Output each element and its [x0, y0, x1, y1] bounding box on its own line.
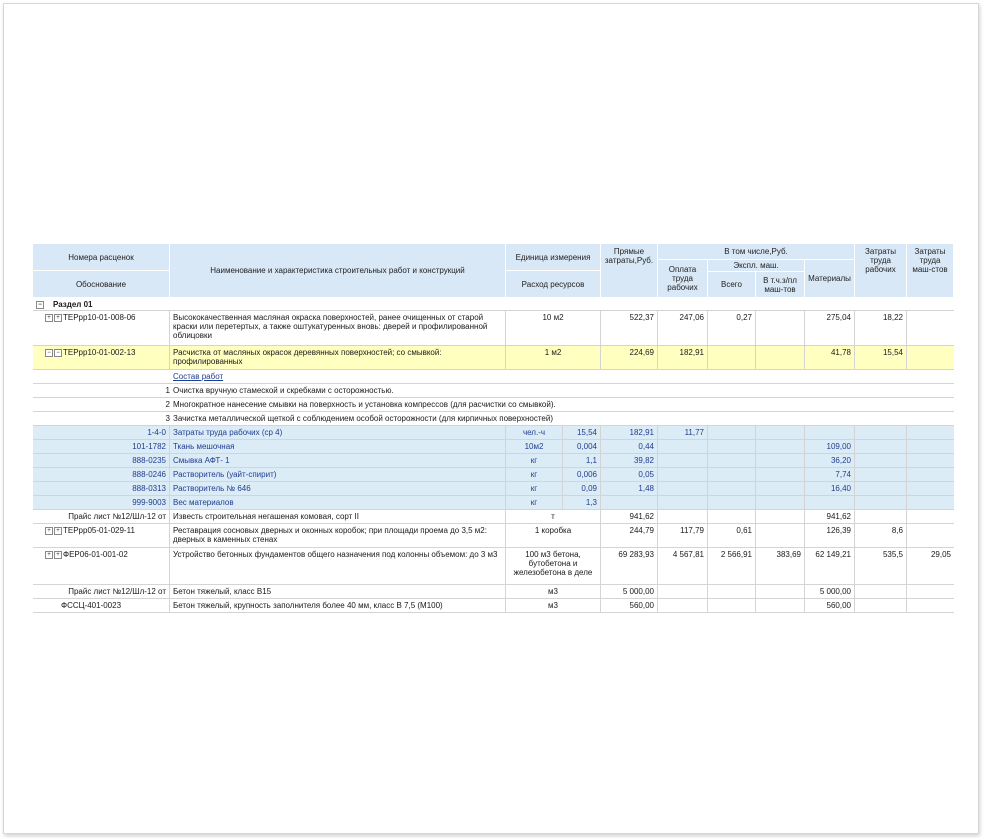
step-text: Многократное нанесение смывки на поверхность и установка компрессов (для расчистки со смывкой).	[173, 400, 556, 409]
row-name: Устройство бетонных фундаментов общего назначения под колонны объемом: до 3 м3	[170, 548, 506, 584]
row-labor-mach	[907, 346, 954, 369]
row-labor	[855, 510, 907, 523]
row-direct: 560,00	[601, 599, 658, 612]
table-row[interactable]	[33, 548, 954, 585]
section-label: Раздел 01	[53, 300, 93, 309]
table-row-selected[interactable]	[33, 346, 954, 370]
row-mach-pay	[756, 346, 805, 369]
step-text: Зачистка металлической щеткой с соблюдением особой осторожности (для кирпичных поверхностей)	[173, 414, 554, 423]
resource-unit: кг	[506, 468, 563, 481]
expand-icon[interactable]: +	[45, 527, 53, 535]
composition-link[interactable]: Состав работ	[173, 372, 224, 381]
row-materials: 62 149,21	[805, 548, 855, 584]
resource-materials	[805, 496, 855, 509]
row-pay	[658, 510, 708, 523]
row-name: Высококачественная масляная окраска поверхностей, ранее очищенных от старой краски или перетертых, а также оштукатуренных вновь: дверей и профилированной облицовки	[170, 311, 506, 345]
resource-pay	[658, 496, 708, 509]
row-direct: 941,62	[601, 510, 658, 523]
row-labor-mach	[907, 599, 954, 612]
resource-unit: чел.-ч	[506, 426, 563, 439]
header-unit-top: Единица измерения	[506, 244, 601, 271]
row-code: ФССЦ-401-0023	[33, 599, 170, 612]
row-mach	[708, 585, 756, 598]
row-labor	[855, 599, 907, 612]
resource-pay	[658, 454, 708, 467]
row-unit: 10 м2	[506, 311, 601, 345]
resource-row[interactable]	[33, 496, 954, 510]
row-labor-mach: 29,05	[930, 550, 951, 559]
collapse-icon[interactable]: −	[54, 349, 62, 357]
row-mach: 2 566,91	[708, 548, 756, 584]
expand-icon[interactable]: +	[54, 314, 62, 322]
expand-icon[interactable]: +	[54, 551, 62, 559]
resource-qty: 1,1	[563, 454, 601, 467]
header-labor-mach: Затраты труда маш-стов	[907, 244, 954, 298]
resource-name: Ткань мешочная	[170, 440, 506, 453]
resource-code: 888-0235	[33, 454, 170, 467]
row-pay: 247,06	[658, 311, 708, 345]
row-materials: 941,62	[805, 510, 855, 523]
header-direct: Прямые затраты,Руб.	[601, 244, 658, 298]
step-row	[33, 412, 954, 426]
row-mach-pay	[756, 524, 805, 547]
header-name: Наименование и характеристика строительных работ и конструкций	[170, 244, 506, 298]
row-direct: 224,69	[601, 346, 658, 369]
resource-pay	[658, 482, 708, 495]
resource-name: Вес материалов	[170, 496, 506, 509]
header-code-top: Номера расценок	[33, 244, 170, 271]
resource-qty: 15,54	[563, 426, 601, 439]
resource-pay	[658, 468, 708, 481]
resource-pay	[658, 440, 708, 453]
row-labor-mach	[907, 311, 954, 345]
resource-materials: 109,00	[805, 440, 855, 453]
resource-unit: 10м2	[506, 440, 563, 453]
resource-name: Растворитель (уайт-спирит)	[170, 468, 506, 481]
row-mach: 0,27	[708, 311, 756, 345]
resource-direct	[601, 496, 658, 509]
grid-header	[33, 244, 954, 298]
row-name: Бетон тяжелый, крупность заполнителя более 40 мм, класс B 7,5 (M100)	[170, 599, 506, 612]
row-mach: 0,61	[708, 524, 756, 547]
row-materials: 41,78	[805, 346, 855, 369]
row-unit: 1 коробка	[506, 524, 601, 547]
resource-direct: 0,44	[601, 440, 658, 453]
row-unit: 100 м3 бетона, бутобетона и железобетона в деле	[506, 548, 601, 584]
resource-code: 999-9003	[33, 496, 170, 509]
table-row[interactable]	[33, 585, 954, 599]
row-mach	[708, 599, 756, 612]
row-code: Прайс лист №12/Шл-12 от	[33, 510, 170, 523]
row-mach-pay: 383,69	[756, 548, 805, 584]
row-code: Прайс лист №12/Шл-12 от	[33, 585, 170, 598]
composition-row	[33, 370, 954, 384]
row-mach-pay	[756, 311, 805, 345]
step-number: 1	[165, 386, 170, 395]
step-text: Очистка вручную стамеской и скребками с осторожностью.	[173, 386, 394, 395]
resource-code: 101-1782	[33, 440, 170, 453]
row-materials: 275,04	[805, 311, 855, 345]
resource-pay: 11,77	[658, 426, 708, 439]
resource-qty: 0,006	[563, 468, 601, 481]
row-code: ФЕР06-01-001-02	[63, 550, 128, 559]
resource-row[interactable]	[33, 454, 954, 468]
resource-unit: кг	[506, 496, 563, 509]
step-number: 2	[165, 400, 170, 409]
row-unit: 1 м2	[506, 346, 601, 369]
resource-qty: 0,004	[563, 440, 601, 453]
row-code: ТЕРрр05-01-029-11	[63, 526, 135, 535]
row-mach-pay	[756, 510, 805, 523]
row-code: ТЕРрр10-01-008-06	[63, 313, 136, 322]
resource-unit: кг	[506, 482, 563, 495]
resource-code: 1-4-0	[33, 426, 170, 439]
resource-direct: 0,05	[601, 468, 658, 481]
resource-row[interactable]	[33, 468, 954, 482]
resource-direct: 39,82	[601, 454, 658, 467]
step-row	[33, 398, 954, 412]
table-row[interactable]	[33, 311, 954, 346]
row-pay: 4 567,81	[658, 548, 708, 584]
header-materials: Материалы	[805, 260, 855, 298]
resource-code: 888-0313	[33, 482, 170, 495]
header-unit-bottom: Расход ресурсов	[506, 271, 601, 298]
resource-row[interactable]	[33, 482, 954, 496]
row-labor: 15,54	[855, 346, 907, 369]
row-labor: 535,5	[855, 548, 907, 584]
row-pay	[658, 585, 708, 598]
row-pay: 182,91	[658, 346, 708, 369]
resource-row[interactable]	[33, 440, 954, 454]
row-mach-pay	[756, 585, 805, 598]
header-labor: Затраты труда рабочих	[855, 244, 907, 298]
resource-materials	[805, 426, 855, 439]
header-mach-incl: В т.ч.з/пл маш-тов	[756, 272, 805, 298]
step-number: 3	[165, 414, 170, 423]
row-name: Известь строительная негашеная комовая, сорт II	[170, 510, 506, 523]
row-unit: м3	[506, 599, 601, 612]
estimate-grid[interactable]	[33, 244, 954, 613]
resource-direct: 182,91	[601, 426, 658, 439]
row-name: Бетон тяжелый, класс B15	[170, 585, 506, 598]
row-mach	[708, 510, 756, 523]
header-mach-all: Всего	[708, 272, 756, 298]
row-labor-mach	[907, 510, 954, 523]
row-unit: т	[506, 510, 601, 523]
row-direct: 5 000,00	[601, 585, 658, 598]
resource-code: 888-0246	[33, 468, 170, 481]
resource-qty: 1,3	[563, 496, 601, 509]
row-labor-mach	[907, 524, 954, 547]
resource-row[interactable]	[33, 426, 954, 440]
row-name: Расчистка от масляных окрасок деревянных поверхностей; со смывкой: профилированных	[170, 346, 506, 369]
resource-qty: 0,09	[563, 482, 601, 495]
row-materials: 126,39	[805, 524, 855, 547]
resource-name: Растворитель № 646	[170, 482, 506, 495]
row-direct: 244,79	[601, 524, 658, 547]
collapse-icon[interactable]: −	[45, 349, 53, 357]
row-materials: 560,00	[805, 599, 855, 612]
collapse-icon[interactable]: −	[36, 301, 44, 309]
row-unit: м3	[506, 585, 601, 598]
expand-icon[interactable]: +	[45, 551, 53, 559]
resource-materials: 7,74	[805, 468, 855, 481]
row-pay: 117,79	[658, 524, 708, 547]
section-row[interactable]	[33, 298, 954, 311]
resource-materials: 36,20	[805, 454, 855, 467]
row-direct: 522,37	[601, 311, 658, 345]
row-name: Реставрация сосновых дверных и оконных коробок; при площади проема до 3,5 м2: дверных в каменных стенах	[170, 524, 506, 547]
header-code-bottom: Обоснование	[33, 271, 170, 298]
resource-unit: кг	[506, 454, 563, 467]
row-labor: 8,6	[855, 524, 907, 547]
header-group: В том числе,Руб.	[658, 244, 855, 260]
row-mach-pay	[756, 599, 805, 612]
row-labor-mach	[907, 585, 954, 598]
row-labor: 18,22	[855, 311, 907, 345]
expand-icon[interactable]: +	[45, 314, 53, 322]
resource-direct: 1,48	[601, 482, 658, 495]
row-materials: 5 000,00	[805, 585, 855, 598]
table-row[interactable]	[33, 524, 954, 548]
row-pay	[658, 599, 708, 612]
step-row	[33, 384, 954, 398]
resource-name: Смывка АФТ- 1	[170, 454, 506, 467]
header-mach: Экспл. маш.	[708, 260, 805, 272]
row-mach	[708, 346, 756, 369]
row-code: ТЕРрр10-01-002-13	[63, 348, 136, 357]
resource-name: Затраты труда рабочих (ср 4)	[170, 426, 506, 439]
expand-icon[interactable]: +	[54, 527, 62, 535]
header-pay: Оплата труда рабочих	[658, 260, 708, 298]
table-row[interactable]	[33, 510, 954, 524]
row-labor	[855, 585, 907, 598]
table-row[interactable]	[33, 599, 954, 613]
row-direct: 69 283,93	[601, 548, 658, 584]
resource-materials: 16,40	[805, 482, 855, 495]
